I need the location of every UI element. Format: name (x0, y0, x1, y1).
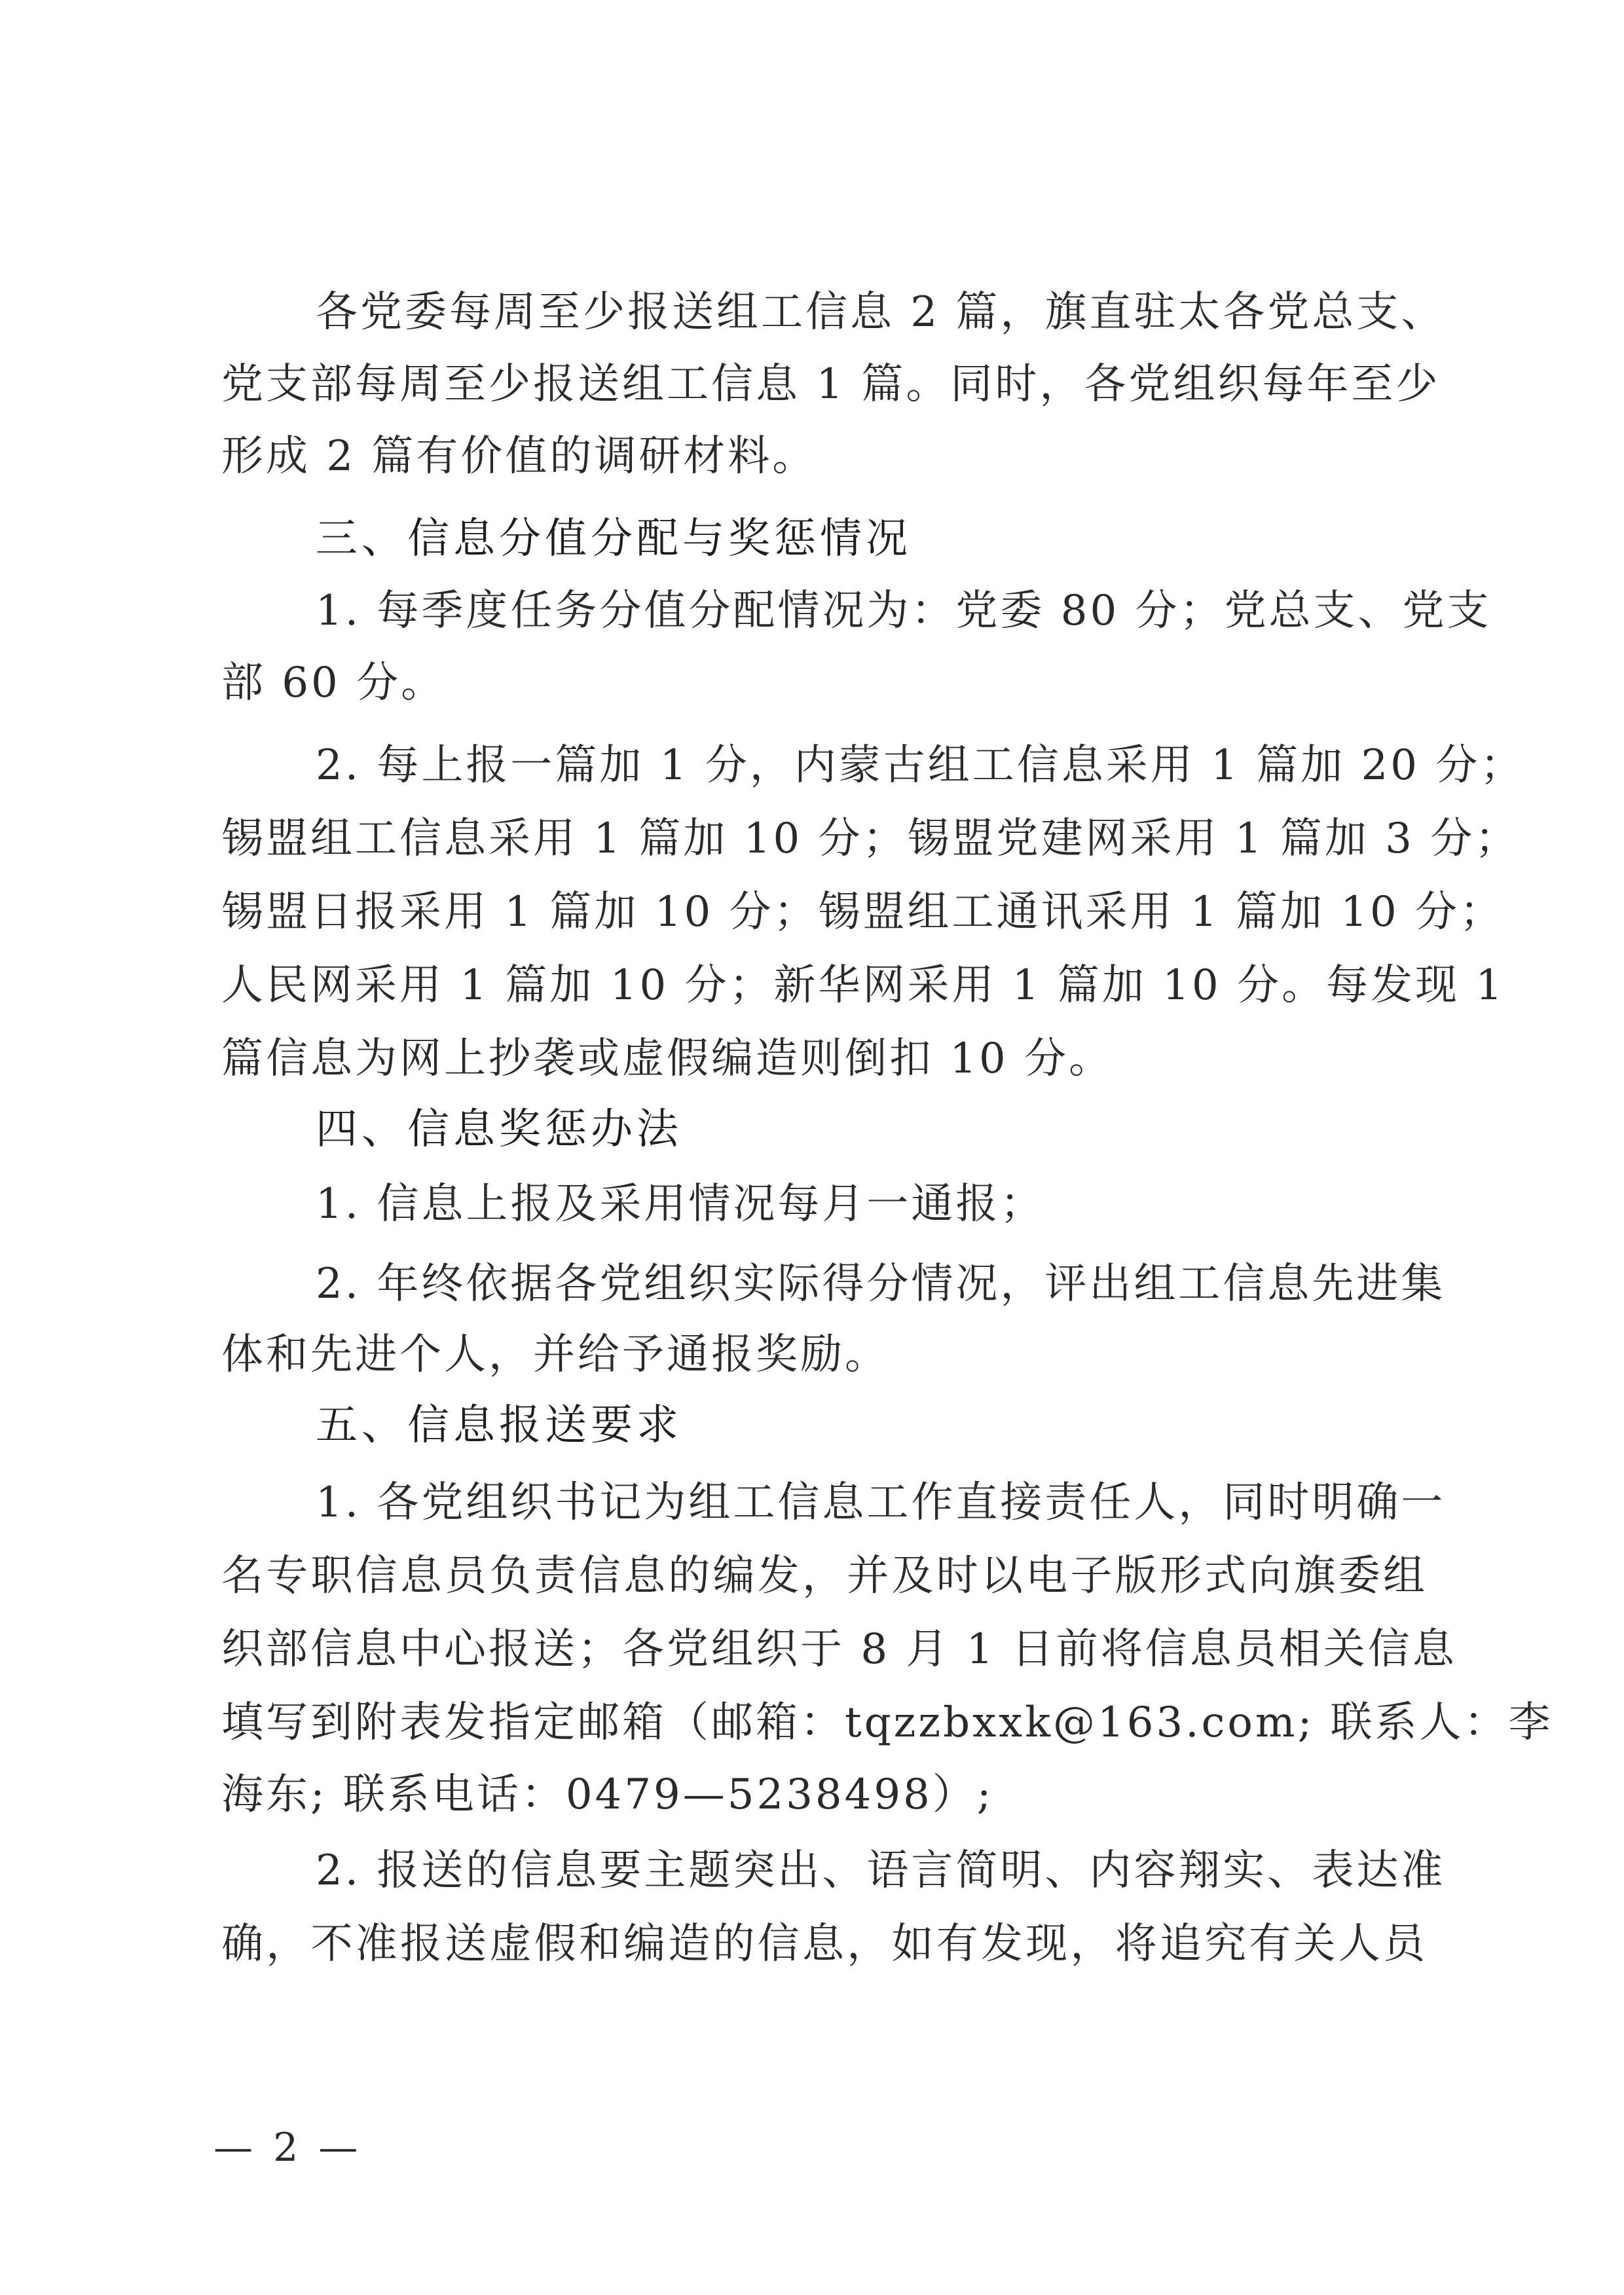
paragraph-line: 确，不准报送虚假和编造的信息，如有发现，将追究有关人员 (221, 1920, 1428, 1968)
paragraph-line: 织部信息中心报送；各党组织于 8 月 1 日前将信息员相关信息 (221, 1625, 1457, 1674)
paragraph-line: 1. 各党组织书记为组工信息工作直接责任人，同时明确一 (316, 1478, 1446, 1527)
paragraph-line: 1. 每季度任务分值分配情况为：党委 80 分；党总支、党支 (316, 587, 1492, 635)
paragraph-line: 体和先进个人，并给予通报奖励。 (221, 1331, 889, 1379)
paragraph-line: 篇信息为网上抄袭或虚假编造则倒扣 10 分。 (221, 1035, 1114, 1083)
paragraph-line: 2. 报送的信息要主题突出、语言简明、内容翔实、表达准 (316, 1846, 1446, 1895)
paragraph-line: 2. 每上报一篇加 1 分，内蒙古组工信息采用 1 篇加 20 分； (316, 741, 1525, 790)
section-heading: 五、信息报送要求 (316, 1401, 682, 1450)
paragraph-line: 锡盟组工信息采用 1 篇加 10 分；锡盟党建网采用 1 篇加 3 分； (221, 815, 1520, 863)
paragraph-line: 锡盟日报采用 1 篇加 10 分；锡盟组工通讯采用 1 篇加 10 分； (221, 888, 1505, 936)
paragraph-line: 2. 年终依据各党组织实际得分情况，评出组工信息先进集 (316, 1260, 1446, 1308)
section-heading: 三、信息分值分配与奖惩情况 (316, 515, 912, 563)
paragraph-line: 海东; 联系电话：0479—5238498）; (221, 1771, 994, 1819)
paragraph-line: 各党委每周至少报送组工信息 2 篇，旗直驻太各党总支、 (316, 288, 1446, 337)
paragraph-line: 党支部每周至少报送组工信息 1 篇。同时，各党组织每年至少 (221, 360, 1441, 409)
paragraph-line: 1. 信息上报及采用情况每月一通报； (316, 1180, 1045, 1228)
paragraph-line: 形成 2 篇有价值的调研材料。 (221, 432, 817, 481)
paragraph-line: 名专职信息员负责信息的编发，并及时以电子版形式向旗委组 (221, 1552, 1428, 1600)
paragraph-line: 部 60 分。 (221, 659, 446, 707)
section-heading: 四、信息奖惩办法 (316, 1105, 682, 1154)
paragraph-line: 填写到附表发指定邮箱（邮箱：tqzzbxxk@163.com; 联系人：李 (221, 1698, 1553, 1747)
page-number: — 2 — (213, 2125, 362, 2171)
paragraph-line: 人民网采用 1 篇加 10 分；新华网采用 1 篇加 10 分。每发现 1 (221, 961, 1505, 1010)
